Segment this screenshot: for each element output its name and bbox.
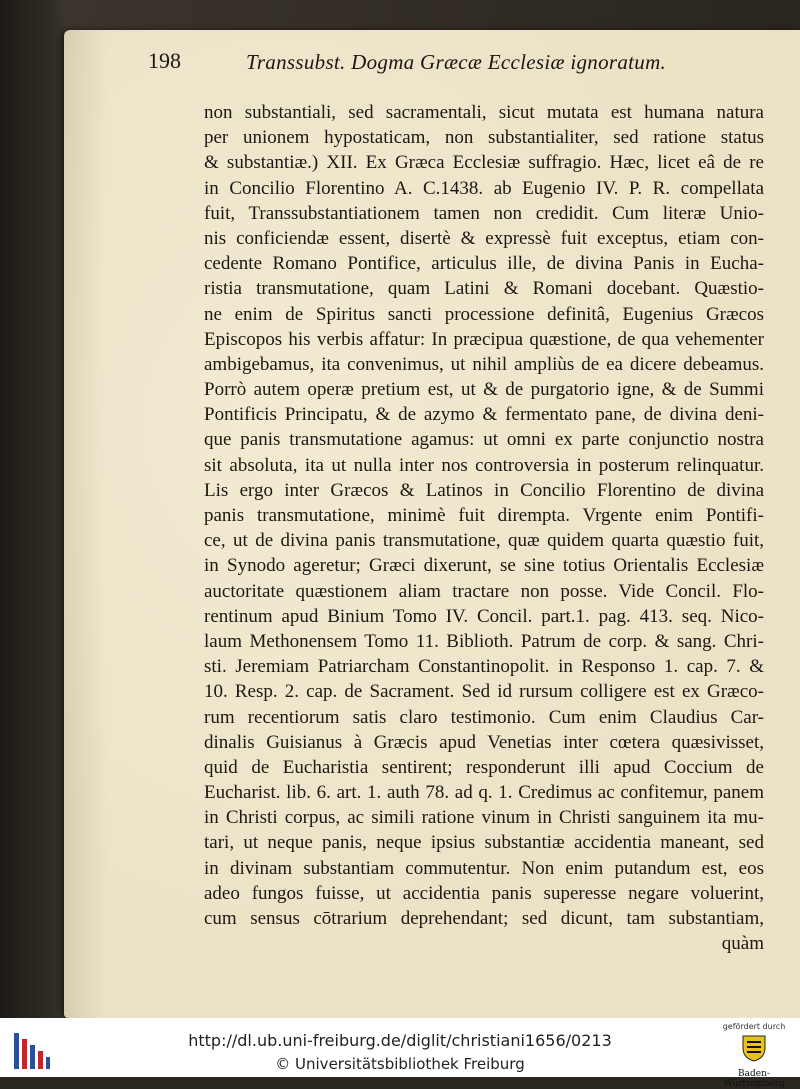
text-line: cedente Romano Pontifice, articulus ille, de divina Panis in Eucha- (204, 253, 764, 275)
text-line: Episcopos his verbis affatur: In præcipua quæstione, de qua vehementer (204, 328, 764, 350)
text-line: fuit, Transsubstantiationem tamen non credidit. Cum literæ Unio- (204, 202, 764, 224)
digitization-url[interactable]: http://dl.ub.uni-freiburg.de/diglit/christiani1656/0213 (188, 1031, 612, 1050)
funder-name: Baden-Württemberg (723, 1069, 785, 1089)
funder-label: gefördert durch (722, 1022, 786, 1031)
coat-of-arms-icon (739, 1033, 769, 1063)
text-line: 10. Resp. 2. cap. de Sacrament. Sed id rursum colligere est ex Græco- (204, 681, 764, 703)
text-line: per unionem hypostaticam, non substantialiter, sed ratione status (204, 127, 764, 149)
text-line: que panis transmutatione agamus: ut omni ex parte conjunctio nostra (204, 429, 764, 451)
text-line: in Concilio Florentino A. C.1438. ab Eugenio IV. P. R. compellata (204, 177, 764, 199)
text-line: dinalis Guisianus à Græcis apud Venetias inter cœtera quæsivisset, (204, 731, 764, 753)
text-line: ambigebamus, ita convenimus, ut nihil ampliùs de ea dicere debeamus. (204, 353, 764, 375)
text-line: panis transmutatione, minimè fuit dirempta. Vrgente enim Pontifi- (204, 505, 764, 526)
text-line: in divinam substantiam commutentur. Non enim putandum est, eos (204, 857, 764, 879)
body-text (204, 100, 764, 956)
text-line: rentinum apud Binium Tomo IV. Concil. part.1. pag. 413. seq. Nico- (204, 605, 764, 627)
text-line: in Synodo ageretur; Græci dixerunt, se sine totius Orientalis Ecclesiæ (204, 555, 764, 577)
text-line: Lis ergo inter Græcos & Latinos in Concilio Florentino de divina (204, 479, 764, 501)
text-line: adeo fungos fuisse, ut accidentia panis superesse negare voluerint, (204, 882, 764, 904)
text-line: ristia transmutatione, quam Latini & Romani docebant. Quæstio- (204, 278, 764, 300)
text-line: & substantiæ.) XII. Ex Græca Ecclesiæ suffragio. Hæc, licet eâ de re (204, 152, 764, 174)
text-line: rum recentiorum satis claro testimonio. Cum enim Claudius Car- (204, 706, 764, 728)
text-line: sti. Jeremiam Patriarcham Constantinopolit. in Responso 1. cap. 7. & (204, 656, 764, 678)
running-title: Transsubst. Dogma Græcæ Ecclesiæ ignoratum. (246, 50, 667, 74)
text-line: sit absoluta, ita ut nulla inter nos controversia in posterum relinquatur. (204, 454, 764, 476)
text-line: cum sensus cōtrarium deprehendant; sed dicunt, tam substantiam, (204, 908, 764, 929)
text-line: ce, ut de divina panis transmutatione, quæ quidem quarta quæstio fuit, (204, 530, 764, 552)
text-line: non substantiali, sed sacramentali, sicut mutata est humana natura (204, 102, 764, 123)
text-line: Porrò autem operæ pretium est, ut & de purgatorio igne, & de Summi (204, 379, 764, 401)
text-line: quàm (721, 933, 764, 955)
text-line: nis conficiendæ essent, disertè & expressè fuit exceptus, etiam con- (204, 227, 764, 249)
text-line: Pontificis Principatu, & de azymo & fermentato pane, de divina deni- (204, 404, 764, 426)
text-line: laum Methonensem Tomo 11. Biblioth. Patrum de corp. & sang. Chri- (204, 630, 764, 652)
funder-logo (716, 1022, 792, 1089)
running-head (146, 42, 766, 72)
text-line: quid de Eucharistia sentirent; responderunt illi apud Coccium de (204, 756, 764, 778)
text-line: auctoritate quæstionem aliam tractare non posse. Vide Concil. Flo- (204, 580, 764, 602)
copyright-notice: © Universitätsbibliothek Freiburg (275, 1055, 525, 1073)
text-line: in Christi corpus, ac simili ratione vinum in Christi sanguinem ita mu- (204, 807, 764, 829)
text-line: ne enim de Spiritus sancti processione definitâ, Eugenius Græcos (204, 303, 764, 325)
text-line: tari, ut neque panis, neque ipsius substantiæ accidentia maneant, sed (204, 832, 764, 854)
page-number: 198 (148, 48, 181, 73)
text-line: Eucharist. lib. 6. art. 1. auth 78. ad q. 1. Credimus ac confitemur, panem (204, 782, 764, 804)
